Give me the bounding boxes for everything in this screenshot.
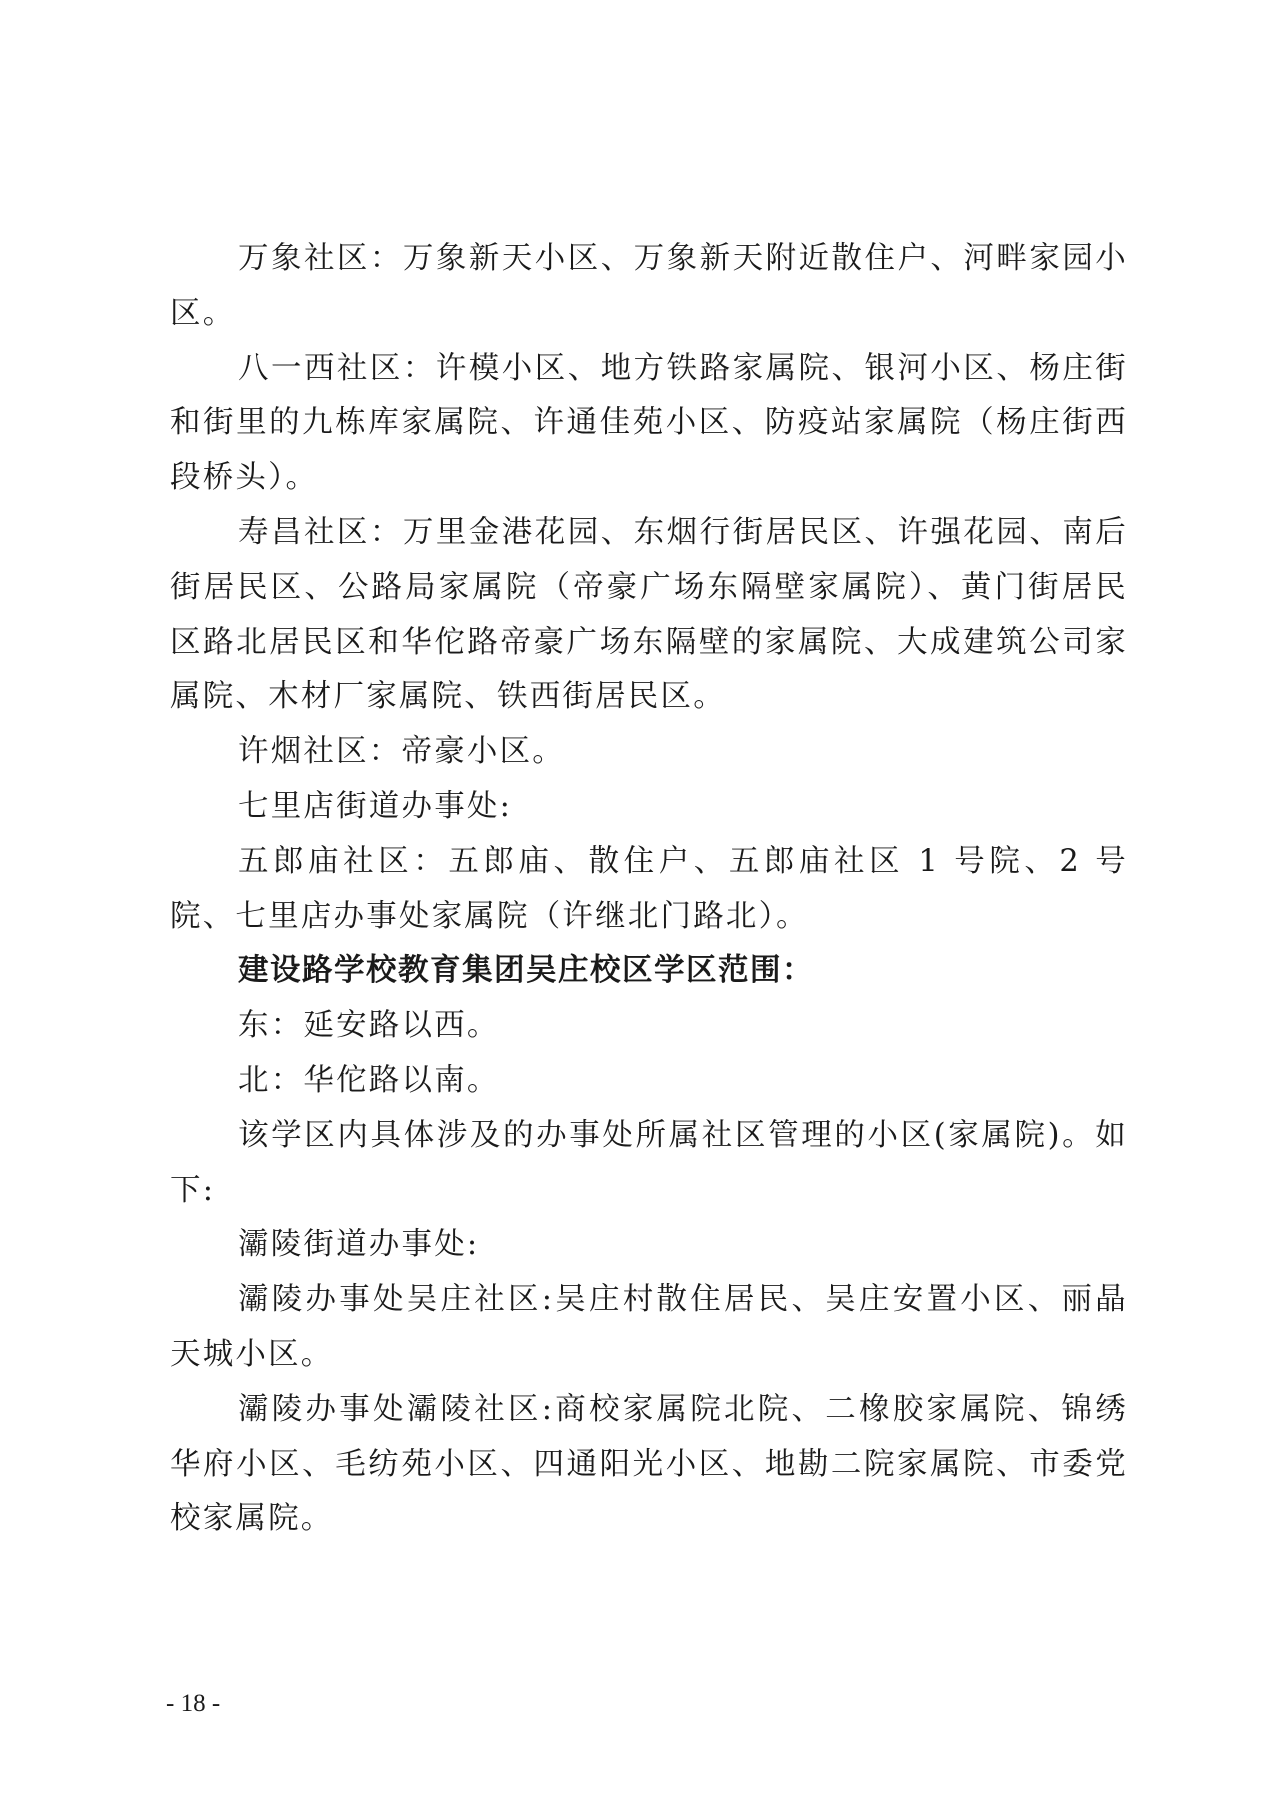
paragraph-boundary-east: 东：延安路以西。	[238, 1008, 500, 1044]
paragraph-bayixi-community: 八一西社区：许模小区、地方铁路家属院、银河小区、杨庄街和街里的九栋库家属院、许通佳苑小区、防疫站家属院（杨庄街西段桥头）。	[170, 350, 1128, 496]
paragraph-baling-office: 灞陵街道办事处:	[238, 1227, 480, 1263]
page-number: - 18 -	[166, 1690, 221, 1717]
document-body	[170, 232, 1128, 1547]
paragraph-xuyan-community: 许烟社区：帝豪小区。	[238, 734, 565, 770]
paragraph-qilidian-office: 七里店街道办事处:	[238, 788, 513, 824]
paragraph-baling-community: 灞陵办事处灞陵社区:商校家属院北院、二橡胶家属院、锦绣华府小区、毛纺苑小区、四通阳光小区、地勘二院家属院、市委党校家属院。	[170, 1391, 1128, 1537]
section-heading-wuzhuang-district: 建设路学校教育集团吴庄校区学区范围：	[238, 953, 814, 989]
paragraph-shouchang-community: 寿昌社区：万里金港花园、东烟行街居民区、许强花园、南后街居民区、公路局家属院（帝豪广场东隔壁家属院）、黄门街居民区路北居民区和华佗路帝豪广场东隔壁的家属院、大成建筑公司家属院、木材厂家属院、铁西街居民区。	[170, 514, 1128, 715]
paragraph-wuzhuang-community: 灞陵办事处吴庄社区:吴庄村散住居民、吴庄安置小区、丽晶天城小区。	[170, 1282, 1128, 1372]
paragraph-wanxiang-community: 万象社区：万象新天小区、万象新天附近散住户、河畔家园小区。	[170, 241, 1128, 331]
paragraph-wulangmiao-community: 五郎庙社区：五郎庙、散住户、五郎庙社区 1 号院、2 号院、七里店办事处家属院（许继北门路北）。	[170, 843, 1128, 934]
paragraph-district-intro: 该学区内具体涉及的办事处所属社区管理的小区(家属院)。如下:	[170, 1117, 1128, 1208]
paragraph-boundary-north: 北：华佗路以南。	[238, 1062, 500, 1098]
